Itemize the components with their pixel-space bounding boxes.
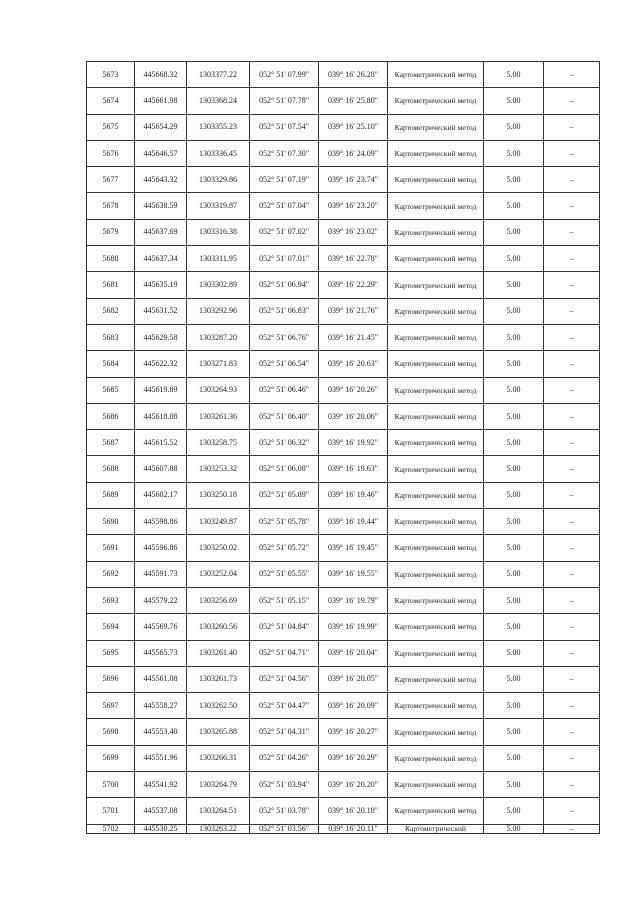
coordinates-table-body [87, 62, 600, 834]
method-cell: Картометрический метод [388, 561, 484, 587]
point-number-cell: 5694 [87, 614, 135, 640]
accuracy-cell: 5.00 [484, 561, 544, 587]
point-number-cell: 5695 [87, 640, 135, 666]
x-coordinate-cell: 445530.25 [135, 824, 187, 833]
table-row [87, 587, 600, 613]
latitude-cell: 052° 51' 06.40" [250, 403, 319, 429]
x-coordinate-cell: 445629.58 [135, 324, 187, 350]
table-row [87, 219, 600, 245]
table-row [87, 745, 600, 771]
note-cell: – [544, 246, 600, 272]
method-cell: Картометрический метод [388, 614, 484, 640]
y-coordinate-cell: 1303262.50 [187, 693, 250, 719]
x-coordinate-cell: 445622.32 [135, 351, 187, 377]
longitude-cell: 039° 16' 23.74" [319, 167, 388, 193]
method-cell: Картометрический метод [388, 693, 484, 719]
x-coordinate-cell: 445661.98 [135, 88, 187, 114]
point-number-cell: 5682 [87, 298, 135, 324]
point-number-cell: 5685 [87, 377, 135, 403]
note-cell: – [544, 509, 600, 535]
table-row [87, 62, 600, 88]
longitude-cell: 039° 16' 19.55" [319, 561, 388, 587]
longitude-cell: 039° 16' 23.20" [319, 193, 388, 219]
point-number-cell: 5684 [87, 351, 135, 377]
table-row [87, 666, 600, 692]
note-cell: – [544, 640, 600, 666]
accuracy-cell: 5.00 [484, 509, 544, 535]
point-number-cell: 5674 [87, 88, 135, 114]
table-row [87, 693, 600, 719]
y-coordinate-cell: 1303302.89 [187, 272, 250, 298]
y-coordinate-cell: 1303319.87 [187, 193, 250, 219]
x-coordinate-cell: 445551.96 [135, 745, 187, 771]
accuracy-cell: 5.00 [484, 640, 544, 666]
note-cell: – [544, 351, 600, 377]
method-cell: Картометрический метод [388, 114, 484, 140]
x-coordinate-cell: 445631.52 [135, 298, 187, 324]
table-row [87, 772, 600, 798]
longitude-cell: 039° 16' 20.63" [319, 351, 388, 377]
y-coordinate-cell: 1303287.20 [187, 324, 250, 350]
latitude-cell: 052° 51' 05.72" [250, 535, 319, 561]
accuracy-cell: 5.00 [484, 824, 544, 833]
method-cell: Картометрический метод [388, 88, 484, 114]
longitude-cell: 039° 16' 19.92" [319, 430, 388, 456]
longitude-cell: 039° 16' 20.26" [319, 377, 388, 403]
longitude-cell: 039° 16' 25.80" [319, 88, 388, 114]
accuracy-cell: 5.00 [484, 377, 544, 403]
latitude-cell: 052° 51' 05.89" [250, 482, 319, 508]
x-coordinate-cell: 445558.27 [135, 693, 187, 719]
accuracy-cell: 5.00 [484, 88, 544, 114]
table-row [87, 114, 600, 140]
method-cell: Картометрический метод [388, 193, 484, 219]
method-cell: Картометрический метод [388, 719, 484, 745]
method-cell: Картометрический метод [388, 140, 484, 166]
latitude-cell: 052° 51' 06.83" [250, 298, 319, 324]
latitude-cell: 052° 51' 04.47" [250, 693, 319, 719]
table-row [87, 456, 600, 482]
method-cell: Картометрический метод [388, 246, 484, 272]
note-cell: – [544, 587, 600, 613]
longitude-cell: 039° 16' 26.28" [319, 62, 388, 88]
accuracy-cell: 5.00 [484, 193, 544, 219]
point-number-cell: 5678 [87, 193, 135, 219]
x-coordinate-cell: 445637.34 [135, 246, 187, 272]
note-cell: – [544, 456, 600, 482]
latitude-cell: 052° 51' 06.32" [250, 430, 319, 456]
accuracy-cell: 5.00 [484, 693, 544, 719]
accuracy-cell: 5.00 [484, 246, 544, 272]
latitude-cell: 052° 51' 05.55" [250, 561, 319, 587]
accuracy-cell: 5.00 [484, 719, 544, 745]
latitude-cell: 052° 51' 06.08" [250, 456, 319, 482]
method-cell: Картометрический метод [388, 219, 484, 245]
x-coordinate-cell: 445598.86 [135, 509, 187, 535]
longitude-cell: 039° 16' 19.45" [319, 535, 388, 561]
accuracy-cell: 5.00 [484, 456, 544, 482]
accuracy-cell: 5.00 [484, 587, 544, 613]
y-coordinate-cell: 1303271.83 [187, 351, 250, 377]
method-cell: Картометрический метод [388, 456, 484, 482]
table-row [87, 719, 600, 745]
latitude-cell: 052° 51' 07.99" [250, 62, 319, 88]
table-row [87, 193, 600, 219]
note-cell: – [544, 693, 600, 719]
y-coordinate-cell: 1303260.56 [187, 614, 250, 640]
point-number-cell: 5699 [87, 745, 135, 771]
latitude-cell: 052° 51' 04.71" [250, 640, 319, 666]
table-row [87, 167, 600, 193]
latitude-cell: 052° 51' 06.76" [250, 324, 319, 350]
method-cell: Картометрический метод [388, 272, 484, 298]
latitude-cell: 052° 51' 05.78" [250, 509, 319, 535]
point-number-cell: 5681 [87, 272, 135, 298]
table-row [87, 430, 600, 456]
note-cell: – [544, 614, 600, 640]
point-number-cell: 5683 [87, 324, 135, 350]
y-coordinate-cell: 1303249.87 [187, 509, 250, 535]
y-coordinate-cell: 1303261.36 [187, 403, 250, 429]
latitude-cell: 052° 51' 04.84" [250, 614, 319, 640]
method-cell: Картометрический метод [388, 430, 484, 456]
table-row [87, 246, 600, 272]
longitude-cell: 039° 16' 20.05" [319, 666, 388, 692]
method-cell: Картометрический метод [388, 798, 484, 824]
method-cell: Картометрический метод [388, 666, 484, 692]
point-number-cell: 5693 [87, 587, 135, 613]
point-number-cell: 5700 [87, 772, 135, 798]
note-cell: – [544, 824, 600, 833]
method-cell: Картометрический метод [388, 509, 484, 535]
note-cell: – [544, 377, 600, 403]
latitude-cell: 052° 51' 07.01" [250, 246, 319, 272]
point-number-cell: 5698 [87, 719, 135, 745]
longitude-cell: 039° 16' 20.27" [319, 719, 388, 745]
table-row [87, 535, 600, 561]
longitude-cell: 039° 16' 19.46" [319, 482, 388, 508]
y-coordinate-cell: 1303264.51 [187, 798, 250, 824]
method-cell: Картометрический метод [388, 640, 484, 666]
x-coordinate-cell: 445646.57 [135, 140, 187, 166]
x-coordinate-cell: 445618.08 [135, 403, 187, 429]
method-cell: Картометрический [388, 824, 484, 833]
point-number-cell: 5675 [87, 114, 135, 140]
accuracy-cell: 5.00 [484, 272, 544, 298]
accuracy-cell: 5.00 [484, 535, 544, 561]
x-coordinate-cell: 445635.19 [135, 272, 187, 298]
y-coordinate-cell: 1303265.88 [187, 719, 250, 745]
method-cell: Картометрический метод [388, 745, 484, 771]
accuracy-cell: 5.00 [484, 482, 544, 508]
point-number-cell: 5686 [87, 403, 135, 429]
table-row [87, 509, 600, 535]
note-cell: – [544, 798, 600, 824]
accuracy-cell: 5.00 [484, 324, 544, 350]
latitude-cell: 052° 51' 03.78" [250, 798, 319, 824]
y-coordinate-cell: 1303336.45 [187, 140, 250, 166]
y-coordinate-cell: 1303377.22 [187, 62, 250, 88]
y-coordinate-cell: 1303329.86 [187, 167, 250, 193]
table-row [87, 561, 600, 587]
y-coordinate-cell: 1303256.69 [187, 587, 250, 613]
y-coordinate-cell: 1303264.79 [187, 772, 250, 798]
accuracy-cell: 5.00 [484, 114, 544, 140]
longitude-cell: 039° 16' 19.79" [319, 587, 388, 613]
point-number-cell: 5689 [87, 482, 135, 508]
x-coordinate-cell: 445569.76 [135, 614, 187, 640]
method-cell: Картометрический метод [388, 535, 484, 561]
point-number-cell: 5680 [87, 246, 135, 272]
longitude-cell: 039° 16' 21.76" [319, 298, 388, 324]
method-cell: Картометрический метод [388, 482, 484, 508]
table-row [87, 640, 600, 666]
y-coordinate-cell: 1303292.96 [187, 298, 250, 324]
longitude-cell: 039° 16' 20.04" [319, 640, 388, 666]
note-cell: – [544, 403, 600, 429]
note-cell: – [544, 772, 600, 798]
longitude-cell: 039° 16' 20.09" [319, 693, 388, 719]
x-coordinate-cell: 445561.08 [135, 666, 187, 692]
accuracy-cell: 5.00 [484, 403, 544, 429]
accuracy-cell: 5.00 [484, 351, 544, 377]
y-coordinate-cell: 1303316.38 [187, 219, 250, 245]
latitude-cell: 052° 51' 07.54" [250, 114, 319, 140]
x-coordinate-cell: 445607.88 [135, 456, 187, 482]
accuracy-cell: 5.00 [484, 430, 544, 456]
x-coordinate-cell: 445579.22 [135, 587, 187, 613]
longitude-cell: 039° 16' 20.18" [319, 798, 388, 824]
note-cell: – [544, 430, 600, 456]
note-cell: – [544, 535, 600, 561]
note-cell: – [544, 167, 600, 193]
method-cell: Картометрический метод [388, 62, 484, 88]
table-row [87, 482, 600, 508]
point-number-cell: 5701 [87, 798, 135, 824]
note-cell: – [544, 719, 600, 745]
x-coordinate-cell: 445596.86 [135, 535, 187, 561]
latitude-cell: 052° 51' 04.31" [250, 719, 319, 745]
longitude-cell: 039° 16' 20.20" [319, 772, 388, 798]
point-number-cell: 5692 [87, 561, 135, 587]
x-coordinate-cell: 445668.32 [135, 62, 187, 88]
accuracy-cell: 5.00 [484, 666, 544, 692]
accuracy-cell: 5.00 [484, 298, 544, 324]
table-row [87, 824, 600, 833]
latitude-cell: 052° 51' 06.46" [250, 377, 319, 403]
x-coordinate-cell: 445654.29 [135, 114, 187, 140]
y-coordinate-cell: 1303263.22 [187, 824, 250, 833]
note-cell: – [544, 62, 600, 88]
note-cell: – [544, 272, 600, 298]
y-coordinate-cell: 1303266.31 [187, 745, 250, 771]
accuracy-cell: 5.00 [484, 772, 544, 798]
table-row [87, 351, 600, 377]
table-row [87, 377, 600, 403]
method-cell: Картометрический метод [388, 324, 484, 350]
x-coordinate-cell: 445565.73 [135, 640, 187, 666]
accuracy-cell: 5.00 [484, 167, 544, 193]
longitude-cell: 039° 16' 25.10" [319, 114, 388, 140]
latitude-cell: 052° 51' 04.26" [250, 745, 319, 771]
longitude-cell: 039° 16' 22.29" [319, 272, 388, 298]
longitude-cell: 039° 16' 24.09" [319, 140, 388, 166]
longitude-cell: 039° 16' 20.06" [319, 403, 388, 429]
x-coordinate-cell: 445591.73 [135, 561, 187, 587]
latitude-cell: 052° 51' 07.30" [250, 140, 319, 166]
longitude-cell: 039° 16' 20.11" [319, 824, 388, 833]
note-cell: – [544, 745, 600, 771]
note-cell: – [544, 298, 600, 324]
point-number-cell: 5687 [87, 430, 135, 456]
method-cell: Картометрический метод [388, 403, 484, 429]
table-row [87, 272, 600, 298]
x-coordinate-cell: 445602.17 [135, 482, 187, 508]
method-cell: Картометрический метод [388, 298, 484, 324]
point-number-cell: 5702 [87, 824, 135, 833]
note-cell: – [544, 324, 600, 350]
table-row [87, 88, 600, 114]
y-coordinate-cell: 1303355.23 [187, 114, 250, 140]
x-coordinate-cell: 445553.40 [135, 719, 187, 745]
y-coordinate-cell: 1303368.24 [187, 88, 250, 114]
latitude-cell: 052° 51' 07.78" [250, 88, 319, 114]
method-cell: Картометрический метод [388, 351, 484, 377]
point-number-cell: 5673 [87, 62, 135, 88]
accuracy-cell: 5.00 [484, 219, 544, 245]
x-coordinate-cell: 445619.89 [135, 377, 187, 403]
y-coordinate-cell: 1303252.04 [187, 561, 250, 587]
latitude-cell: 052° 51' 04.56" [250, 666, 319, 692]
point-number-cell: 5679 [87, 219, 135, 245]
note-cell: – [544, 666, 600, 692]
note-cell: – [544, 140, 600, 166]
table-row [87, 798, 600, 824]
accuracy-cell: 5.00 [484, 798, 544, 824]
point-number-cell: 5696 [87, 666, 135, 692]
longitude-cell: 039° 16' 23.02" [319, 219, 388, 245]
y-coordinate-cell: 1303258.75 [187, 430, 250, 456]
longitude-cell: 039° 16' 19.63" [319, 456, 388, 482]
method-cell: Картометрический метод [388, 167, 484, 193]
latitude-cell: 052° 51' 07.04" [250, 193, 319, 219]
y-coordinate-cell: 1303253.32 [187, 456, 250, 482]
table-row [87, 298, 600, 324]
method-cell: Картометрический метод [388, 377, 484, 403]
latitude-cell: 052° 51' 07.19" [250, 167, 319, 193]
method-cell: Картометрический метод [388, 587, 484, 613]
table-row [87, 140, 600, 166]
x-coordinate-cell: 445638.59 [135, 193, 187, 219]
x-coordinate-cell: 445615.52 [135, 430, 187, 456]
point-number-cell: 5690 [87, 509, 135, 535]
note-cell: – [544, 88, 600, 114]
x-coordinate-cell: 445643.32 [135, 167, 187, 193]
accuracy-cell: 5.00 [484, 614, 544, 640]
accuracy-cell: 5.00 [484, 745, 544, 771]
point-number-cell: 5697 [87, 693, 135, 719]
latitude-cell: 052° 51' 06.94" [250, 272, 319, 298]
latitude-cell: 052° 51' 03.94" [250, 772, 319, 798]
x-coordinate-cell: 445537.08 [135, 798, 187, 824]
y-coordinate-cell: 1303261.73 [187, 666, 250, 692]
table-row [87, 614, 600, 640]
y-coordinate-cell: 1303261.40 [187, 640, 250, 666]
method-cell: Картометрический метод [388, 772, 484, 798]
point-number-cell: 5676 [87, 140, 135, 166]
note-cell: – [544, 114, 600, 140]
y-coordinate-cell: 1303250.02 [187, 535, 250, 561]
longitude-cell: 039° 16' 19.99" [319, 614, 388, 640]
longitude-cell: 039° 16' 19.44" [319, 509, 388, 535]
x-coordinate-cell: 445637.69 [135, 219, 187, 245]
coordinates-table [86, 61, 600, 834]
table-row [87, 324, 600, 350]
accuracy-cell: 5.00 [484, 140, 544, 166]
longitude-cell: 039° 16' 20.29" [319, 745, 388, 771]
latitude-cell: 052° 51' 06.54" [250, 351, 319, 377]
point-number-cell: 5688 [87, 456, 135, 482]
note-cell: – [544, 482, 600, 508]
longitude-cell: 039° 16' 21.45" [319, 324, 388, 350]
latitude-cell: 052° 51' 05.15" [250, 587, 319, 613]
latitude-cell: 052° 51' 03.56" [250, 824, 319, 833]
note-cell: – [544, 561, 600, 587]
point-number-cell: 5677 [87, 167, 135, 193]
y-coordinate-cell: 1303311.95 [187, 246, 250, 272]
longitude-cell: 039° 16' 22.78" [319, 246, 388, 272]
y-coordinate-cell: 1303264.93 [187, 377, 250, 403]
y-coordinate-cell: 1303250.18 [187, 482, 250, 508]
x-coordinate-cell: 445541.92 [135, 772, 187, 798]
latitude-cell: 052° 51' 07.02" [250, 219, 319, 245]
note-cell: – [544, 219, 600, 245]
table-row [87, 403, 600, 429]
accuracy-cell: 5.00 [484, 62, 544, 88]
point-number-cell: 5691 [87, 535, 135, 561]
note-cell: – [544, 193, 600, 219]
